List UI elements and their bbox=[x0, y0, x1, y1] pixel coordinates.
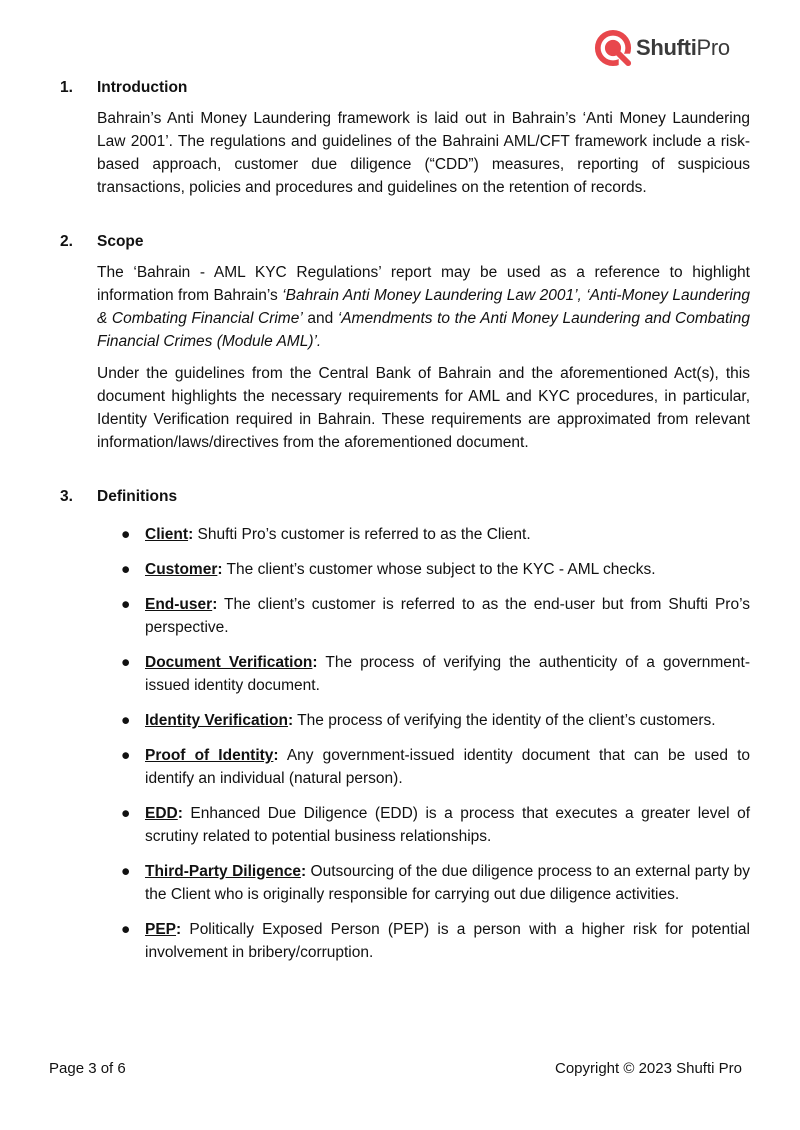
definition-term: Customer bbox=[145, 561, 218, 578]
section-number: 3. bbox=[60, 488, 73, 505]
scope-text: The ‘Bahrain - AML KYC Regulations’ report may be used as a reference to highlight information from Bahrain’s bbox=[97, 264, 750, 304]
bullet-icon: ● bbox=[121, 921, 131, 938]
logo-text-light: Pro bbox=[696, 35, 730, 60]
logo-icon bbox=[594, 28, 632, 68]
section-scope bbox=[60, 230, 750, 454]
definitions-list bbox=[60, 523, 750, 964]
definition-text: Enhanced Due Diligence (EDD) is a process that executes a greater level of scrutiny related to potential business relationships. bbox=[145, 805, 750, 845]
definition-term: PEP bbox=[145, 921, 177, 938]
scope-paragraph-1 bbox=[97, 261, 750, 353]
definition-term: Document Verification bbox=[145, 654, 313, 671]
section-introduction bbox=[60, 76, 750, 199]
definition-term: EDD bbox=[145, 805, 178, 822]
section-heading bbox=[60, 485, 750, 508]
definition-text: The client’s customer is referred to as the end-user but from Shufti Pro’s perspective. bbox=[145, 596, 750, 636]
definition-item: ● End-user: The client’s customer is referred to as the end-user but from Shufti Pro’s perspective. bbox=[145, 593, 750, 639]
definition-item: ● Identity Verification: The process of verifying the identity of the client’s customers. bbox=[145, 709, 750, 732]
definition-text: Outsourcing of the due diligence process to an external party by the Client who is originally responsible for carrying out due diligence activities. bbox=[145, 863, 750, 903]
definition-term: Identity Verification bbox=[145, 712, 288, 729]
definition-item: ● EDD: Enhanced Due Diligence (EDD) is a process that executes a greater level of scrutiny related to potential business relationships. bbox=[145, 802, 750, 848]
section-title: Scope bbox=[97, 233, 144, 250]
section-number: 1. bbox=[60, 79, 73, 96]
document-body bbox=[60, 76, 750, 995]
bullet-icon: ● bbox=[121, 526, 131, 543]
definition-item: ● Document Verification: The process of verifying the authenticity of a government-issued identity document. bbox=[145, 651, 750, 697]
section-title: Definitions bbox=[97, 488, 178, 505]
bullet-icon: ● bbox=[121, 863, 131, 880]
page-number: Page 3 of 6 bbox=[49, 1060, 126, 1077]
bullet-icon: ● bbox=[121, 805, 131, 822]
definition-term: Client bbox=[145, 526, 189, 543]
scope-amendments-title: ‘Amendments to the Anti Money Laundering and Combating Financial Crimes (Module AML)’. bbox=[97, 310, 750, 350]
definition-text: The process of verifying the authenticity of a government-issued identity document. bbox=[145, 654, 750, 694]
definition-item: ● Customer: The client’s customer whose subject to the KYC - AML checks. bbox=[145, 558, 750, 581]
section-heading bbox=[60, 230, 750, 253]
bullet-icon: ● bbox=[121, 654, 131, 671]
intro-paragraph: Bahrain’s Anti Money Laundering framework is laid out in Bahrain’s ‘Anti Money Laundering Law 2001’. The regulations and guidelines of the Bahraini AML/CFT framework include a risk-based approach, customer due diligence (“CDD”) measures, reporting of suspicious transactions, policies and procedures and guidelines on the retention of records. bbox=[97, 110, 750, 196]
definition-text: The process of verifying the identity of the client’s customers. bbox=[293, 712, 716, 729]
definition-item: ● Third-Party Diligence: Outsourcing of the due diligence process to an external party by the Client who is originally responsible for carrying out due diligence activities. bbox=[145, 860, 750, 906]
definition-text: Any government-issued identity document that can be used to identify an individual (natural person). bbox=[145, 747, 750, 787]
section-title: Introduction bbox=[97, 79, 188, 96]
definition-term: End-user bbox=[145, 596, 213, 613]
bullet-icon: ● bbox=[121, 712, 131, 729]
section-definitions bbox=[60, 485, 750, 964]
definition-text: Shufti Pro’s customer is referred to as the Client. bbox=[193, 526, 531, 543]
scope-law-titles: ‘Bahrain Anti Money Laundering Law 2001’, ‘Anti-Money Laundering & Combating Financial Crime’ bbox=[97, 287, 751, 327]
section-number: 2. bbox=[60, 233, 73, 250]
shufti-pro-logo bbox=[594, 28, 730, 68]
definition-text: The client’s customer whose subject to the KYC - AML checks. bbox=[222, 561, 656, 578]
bullet-icon: ● bbox=[121, 596, 131, 613]
definition-term: Third-Party Diligence bbox=[145, 863, 301, 880]
definition-item: ● PEP: Politically Exposed Person (PEP) is a person with a higher risk for potential involvement in bribery/corruption. bbox=[145, 918, 750, 964]
section-heading bbox=[60, 76, 750, 99]
definition-item: ● Proof of Identity: Any government-issued identity document that can be used to identify an individual (natural person). bbox=[145, 744, 750, 790]
page-footer bbox=[49, 1060, 742, 1077]
logo-text-bold: Shufti bbox=[636, 35, 697, 60]
scope-text-and: and bbox=[302, 310, 338, 327]
definition-term: Proof of Identity bbox=[145, 747, 274, 764]
copyright-text: Copyright © 2023 Shufti Pro bbox=[555, 1060, 742, 1077]
bullet-icon: ● bbox=[121, 747, 131, 764]
definition-text: Politically Exposed Person (PEP) is a person with a higher risk for potential involvement in bribery/corruption. bbox=[145, 921, 750, 961]
logo-wordmark bbox=[636, 35, 730, 61]
definition-item: ● Client: Shufti Pro’s customer is referred to as the Client. bbox=[145, 523, 750, 546]
scope-paragraph-2: Under the guidelines from the Central Bank of Bahrain and the aforementioned Act(s), this document highlights the necessary requirements for AML and KYC procedures, in particular, Identity Verification required in Bahrain. These requirements are approximated from relevant information/laws/directives from the aforementioned document. bbox=[97, 365, 750, 451]
bullet-icon: ● bbox=[121, 561, 131, 578]
